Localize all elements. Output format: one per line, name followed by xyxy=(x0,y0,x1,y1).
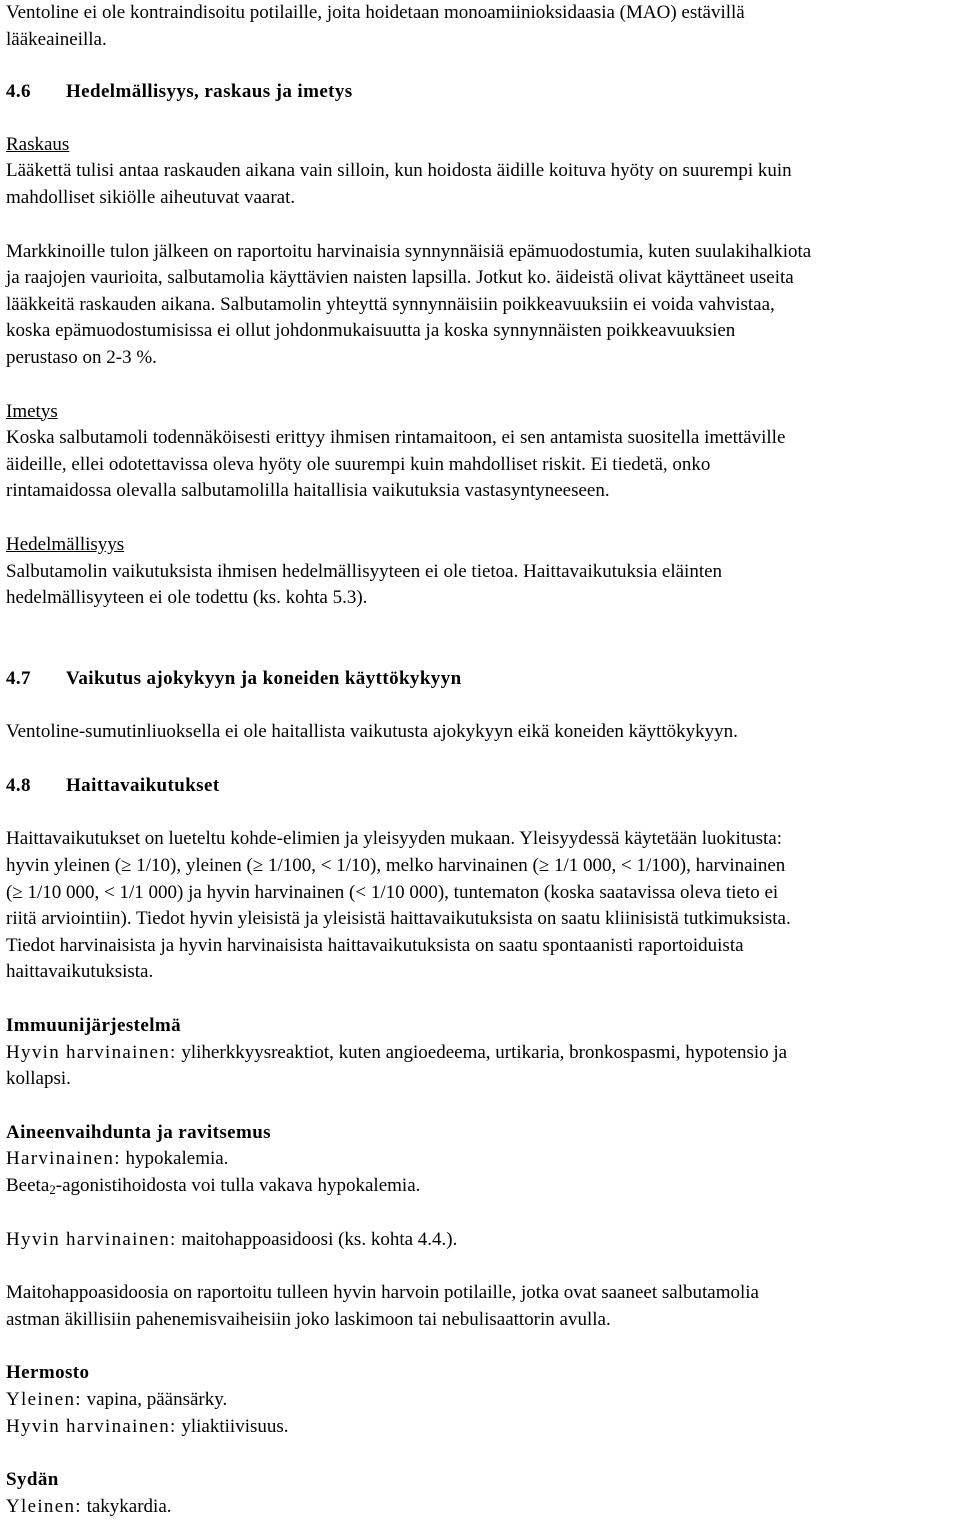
frequency-label: Yleinen: xyxy=(6,1388,82,1410)
paragraph-line: Tiedot harvinaisista ja hyvin harvinaisista haittavaikutuksista on saatu spontaanisti raportoiduista xyxy=(6,934,744,956)
frequency-label: Harvinainen: xyxy=(6,1148,121,1170)
frequency-text: takykardia. xyxy=(81,1495,172,1517)
subheading-raskaus: Raskaus xyxy=(6,133,70,155)
paragraph-line: lääkkeitä raskauden aikana. Salbutamolin yhteyttä synnynnäisiin poikkeavuuksiin ei voida vahvistaa, xyxy=(6,293,775,315)
section-number: 4.6 xyxy=(6,81,31,103)
frequency-label: Hyvin harvinainen: xyxy=(6,1041,177,1063)
beta-prefix: Beeta xyxy=(6,1175,50,1196)
frequency-label: Hyvin harvinainen: xyxy=(6,1228,177,1250)
paragraph-line: kollapsi. xyxy=(6,1068,71,1090)
frequency-label: Yleinen: xyxy=(6,1495,82,1517)
paragraph-line: haittavaikutuksista. xyxy=(6,961,154,983)
frequency-label: Hyvin harvinainen: xyxy=(6,1415,177,1437)
paragraph-line: koska epämuodostumisissa ei ollut johdonmukaisuutta ja koska synnynnäisten poikkeavuuksien xyxy=(6,320,736,342)
subheading-aineenvaihdunta: Aineenvaihdunta ja ravitsemus xyxy=(6,1121,271,1143)
paragraph-line: hedelmällisyyteen ei ole todettu (ks. kohta 5.3). xyxy=(6,587,368,609)
section-number: 4.7 xyxy=(6,667,31,689)
paragraph-line: Haittavaikutukset on lueteltu kohde-elimien ja yleisyyden mukaan. Yleisyydessä käytetään luokitusta: xyxy=(6,828,782,850)
section-title: Haittavaikutukset xyxy=(66,774,220,796)
paragraph-line: (≥ 1/10 000, < 1/1 000) ja hyvin harvinainen (< 1/10 000), tuntematon (koska saatavissa oleva tieto ei xyxy=(6,881,779,903)
section-heading-4-6 xyxy=(6,79,954,106)
frequency-text: yliaktiivisuus. xyxy=(176,1415,289,1437)
paragraph-line: ja raajojen vaurioita, salbutamolia käyttävien naisten lapsilla. Jotkut ko. äideistä olivat käyttäneet useita xyxy=(6,267,794,289)
paragraph-line xyxy=(6,1040,954,1067)
paragraph-line: perustaso on 2-3 %. xyxy=(6,346,157,368)
paragraph-line xyxy=(6,1387,954,1414)
paragraph-line: äideille, ellei odotettavissa oleva hyöty ole suurempi kuin mahdolliset riskit. Ei tiedetä, onko xyxy=(6,453,711,475)
frequency-text: hypokalemia. xyxy=(120,1148,229,1170)
paragraph-line: mahdolliset sikiölle aiheutuvat vaarat. xyxy=(6,186,296,208)
section-number: 4.8 xyxy=(6,774,31,796)
paragraph-line xyxy=(6,1173,954,1200)
subheading-sydan: Sydän xyxy=(6,1469,59,1491)
paragraph-line: astman äkillisiin pahenemisvaiheisiin joko laskimoon tai nebulisaattorin avulla. xyxy=(6,1308,611,1330)
paragraph-line: hyvin yleinen (≥ 1/10), yleinen (≥ 1/100, < 1/10), melko harvinainen (≥ 1/1 000, < 1/100), harvinainen xyxy=(6,855,786,877)
paragraph-line: rintamaidossa olevalla salbutamolilla haitallisia vaikutuksia vastasyntyneeseen. xyxy=(6,480,610,502)
paragraph-line: Markkinoille tulon jälkeen on raportoitu harvinaisia synnynnäisiä epämuodostumia, kuten suulakihalkiota xyxy=(6,240,812,262)
section-heading-4-8 xyxy=(6,773,954,800)
paragraph-line xyxy=(6,1494,954,1520)
paragraph-line xyxy=(6,1414,954,1441)
section-title: Hedelmällisyys, raskaus ja imetys xyxy=(66,81,353,103)
frequency-text: vapina, päänsärky. xyxy=(81,1388,228,1410)
subheading-hedelmallisyys: Hedelmällisyys xyxy=(6,533,125,555)
paragraph-line: Maitohappoasidoosia on raportoitu tulleen hyvin harvoin potilaille, jotka ovat saaneet salbutamolia xyxy=(6,1282,759,1304)
beta-subscript: 2 xyxy=(49,1182,56,1197)
paragraph-line xyxy=(6,1146,954,1173)
paragraph-line: Ventoline-sumutinliuoksella ei ole haitallista vaikutusta ajokykyyn eikä koneiden käyttökykyyn. xyxy=(6,721,738,743)
subheading-immuuni: Immuunijärjestelmä xyxy=(6,1015,182,1037)
paragraph-line: riitä arviointiin). Tiedot hyvin yleisistä ja yleisistä haittavaikutuksista on saatu kliinisistä tutkimuksista. xyxy=(6,908,791,930)
intro-line-1: Ventoline ei ole kontraindisoitu potilaille, joita hoidetaan monoamiinioksidaasia (MAO) estävillä xyxy=(6,2,745,23)
subheading-hermosto: Hermosto xyxy=(6,1362,90,1384)
paragraph-line: Lääkettä tulisi antaa raskauden aikana vain silloin, kun hoidosta äidille koituva hyöty on suurempi kuin xyxy=(6,160,792,182)
intro-line-2: lääkeaineilla. xyxy=(6,28,107,50)
section-title: Vaikutus ajokykyyn ja koneiden käyttökykyyn xyxy=(66,667,462,689)
frequency-text: yliherkkyysreaktiot, kuten angioedeema, urtikaria, bronkospasmi, hypotensio ja xyxy=(176,1041,788,1063)
paragraph-line: Salbutamolin vaikutuksista ihmisen hedelmällisyyteen ei ole tietoa. Haittavaikutuksia eläinten xyxy=(6,560,723,582)
paragraph-line: Koska salbutamoli todennäköisesti erittyy ihmisen rintamaitoon, ei sen antamista suositella imettäville xyxy=(6,427,786,449)
section-heading-4-7 xyxy=(6,666,954,693)
paragraph-line xyxy=(6,1227,954,1254)
beta-text: -agonistihoidosta voi tulla vakava hypokalemia. xyxy=(55,1175,421,1196)
frequency-text: maitohappoasidoosi (ks. kohta 4.4.). xyxy=(176,1228,458,1250)
subheading-imetys: Imetys xyxy=(6,400,58,422)
